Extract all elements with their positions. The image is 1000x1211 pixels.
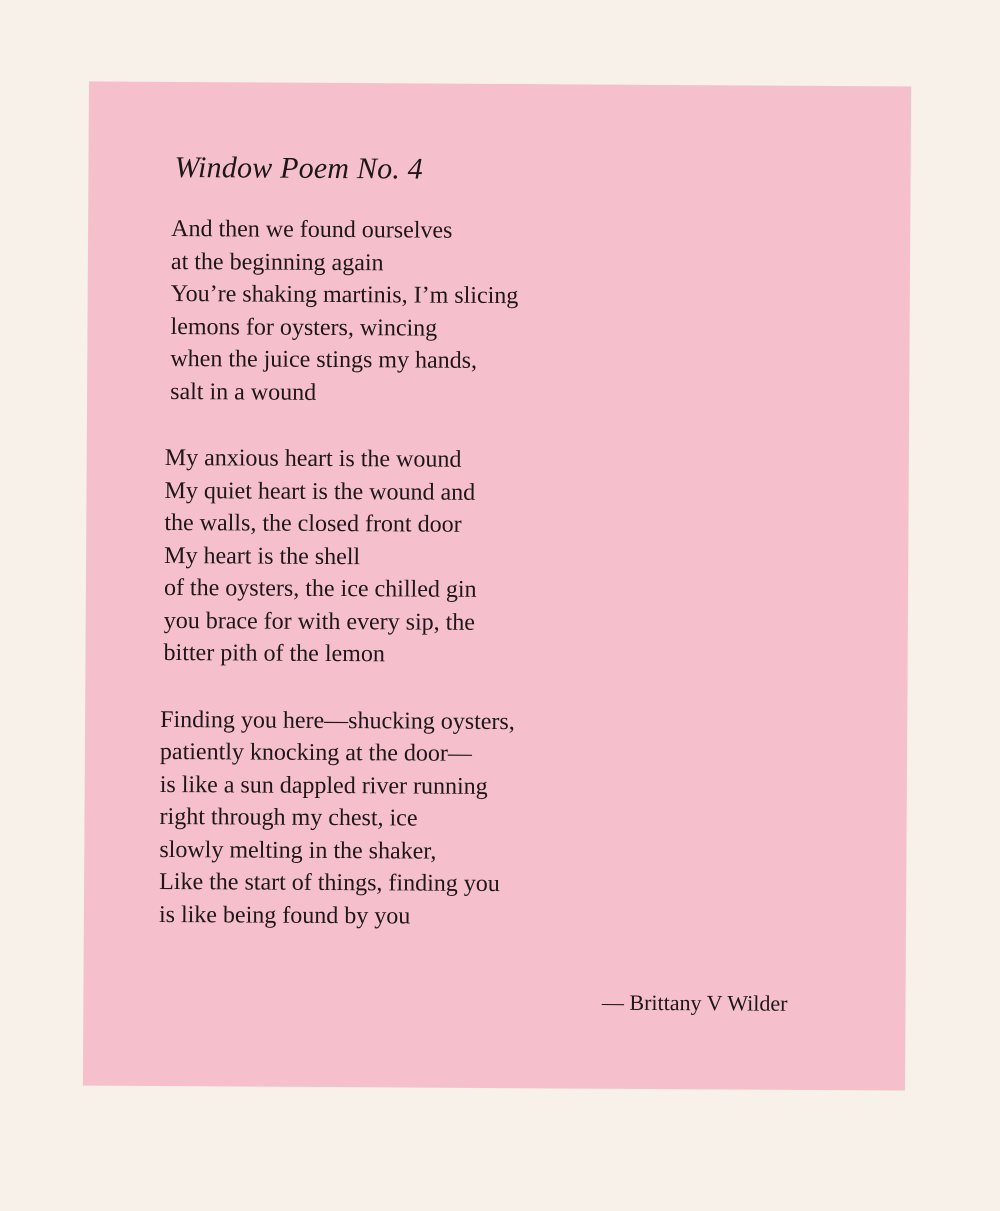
- poem-line: bitter pith of the lemon: [163, 639, 385, 668]
- poem-attribution: — Brittany V Wilder: [601, 989, 788, 1016]
- poem-line: the walls, the closed front door: [164, 509, 462, 538]
- stanza-2: [163, 442, 724, 673]
- poem-line: of the oysters, the ice chilled gin: [163, 574, 477, 603]
- poem-line: you brace for with every sip, the: [163, 607, 476, 636]
- stanza-1: [170, 213, 726, 411]
- poem-line: My quiet heart is the wound and: [164, 477, 476, 506]
- poem-line: salt in a wound: [170, 378, 317, 406]
- poem-line: is like a sun dappled river running: [159, 771, 488, 800]
- poem-line: My anxious heart is the wound: [164, 444, 462, 473]
- poem-line: You’re shaking martinis, I’m slicing: [170, 281, 519, 310]
- poem-line: And then we found ourselves: [171, 216, 453, 244]
- poem-line: Like the start of things, finding you: [159, 868, 500, 898]
- stanza-3: [159, 703, 723, 934]
- poem-line: lemons for oysters, wincing: [170, 313, 438, 342]
- poem-title: Window Poem No. 4: [174, 151, 424, 186]
- poem-line: Finding you here—shucking oysters,: [160, 706, 515, 735]
- poem-line: right through my chest, ice: [159, 803, 418, 832]
- poem-line: patiently knocking at the door—: [159, 738, 472, 767]
- poem-body: [158, 148, 727, 968]
- poem-card: [83, 81, 911, 1090]
- poem-line: slowly melting in the shaker,: [159, 836, 437, 865]
- poem-line: at the beginning again: [170, 248, 384, 276]
- poem-line: My heart is the shell: [164, 542, 361, 570]
- poem-line: when the juice stings my hands,: [170, 346, 478, 374]
- poem-line: is like being found by you: [158, 901, 411, 929]
